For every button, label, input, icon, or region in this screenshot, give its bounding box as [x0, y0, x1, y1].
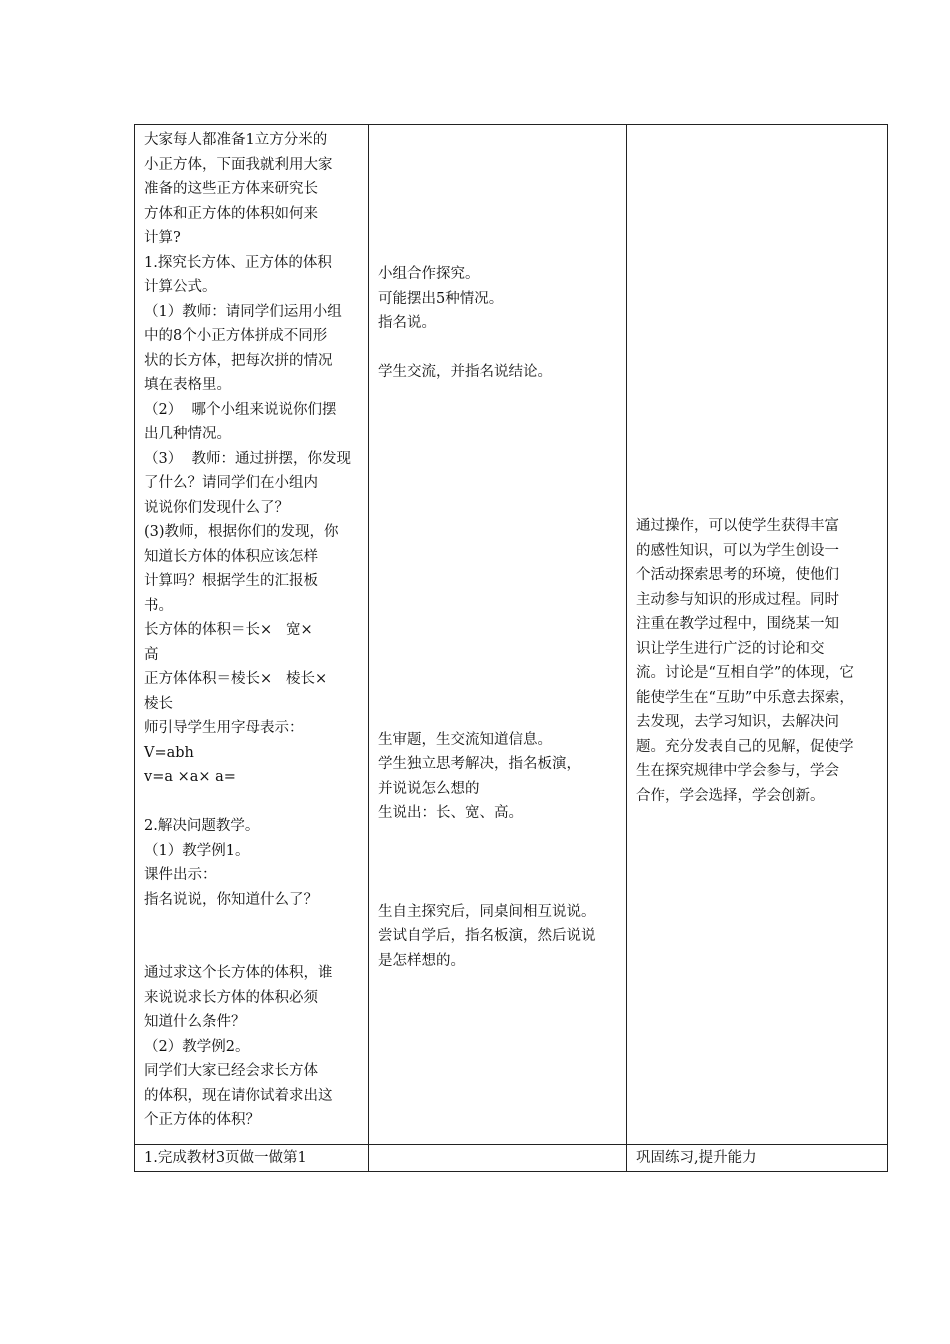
exercise-intent-cell: [627, 1145, 888, 1172]
text-line: 书。: [144, 597, 173, 614]
exercise-student-text: [378, 1146, 619, 1171]
student-activity-group-2: [378, 728, 619, 826]
exercise-intent-text: 巩固练习,提升能力: [636, 1150, 757, 1166]
teacher-activity-text: [135, 125, 368, 1133]
text-line: 小正方体，下面我就利用大家: [144, 156, 333, 173]
text-line: 中的8个小正方体拼成不同形: [144, 328, 328, 344]
text-line: 学生交流，并指名说结论。: [378, 364, 552, 380]
text-line: 生说出：长、宽、高。: [378, 805, 523, 821]
text-line: 计算公式。: [144, 279, 217, 295]
text-line: 正方体体积＝棱长× 棱长×: [144, 671, 328, 687]
student-activity-cell: [369, 125, 627, 1145]
text-line: V=abh: [144, 744, 194, 761]
text-line: （2） 哪个小组来说说你们摆: [144, 401, 337, 418]
text-line: 个活动探索思考的环境，使他们: [636, 567, 839, 583]
text-line: 了什么？请同学们在小组内: [144, 475, 318, 491]
text-line: 题。充分发表自己的见解，促使学: [636, 738, 854, 755]
text-line: 来说说求长方体的体积必须: [144, 989, 318, 1006]
text-line: 2.解决问题教学。: [144, 818, 260, 834]
text-line: 小组合作探究。: [378, 266, 480, 282]
exercise-cell: [135, 1145, 369, 1172]
text-line: 流。讨论是“互相自学”的体现，它: [636, 665, 854, 681]
text-line: 师引导学生用字母表示：: [144, 720, 304, 736]
text-line: 填在表格里。: [144, 377, 231, 393]
text-line: 方体和正方体的体积如何来: [144, 205, 318, 222]
text-line: 知道长方体的体积应该怎样: [144, 548, 318, 565]
teacher-activity-cell: [135, 125, 369, 1145]
text-line: 高: [144, 646, 159, 663]
text-line: 的感性知识，可以为学生创设一: [636, 542, 839, 559]
text-line: 出几种情况。: [144, 426, 231, 442]
text-line: 状的长方体，把每次拼的情况: [144, 352, 333, 369]
design-intent-text: [627, 125, 887, 808]
text-line: 合作，学会选择，学会创新。: [636, 787, 825, 804]
text-line: 生审题，生交流知道信息。: [378, 731, 552, 748]
text-line: v=a ×a× a=: [144, 769, 236, 785]
text-line: 学生独立思考解决，指名板演，: [378, 756, 581, 772]
text-line: 长方体的体积＝长× 宽×: [144, 622, 313, 638]
exercise-text: 1.完成教材3页做一做第1: [144, 1150, 307, 1166]
text-line: 生在探究规律中学会参与，学会: [636, 763, 839, 779]
text-line: 通过求这个长方体的体积，谁: [144, 965, 333, 981]
text-line: [144, 937, 361, 962]
text-line: 识让学生进行广泛的讨论和交: [636, 640, 825, 657]
text-line: 可能摆出5种情况。: [378, 290, 504, 307]
text-line: 准备的这些正方体来研究长: [144, 181, 318, 197]
text-line: 是怎样想的。: [378, 952, 465, 969]
text-line: 注重在教学过程中，围绕某一知: [636, 616, 839, 632]
text-line: 主动参与知识的形成过程。同时: [636, 591, 839, 608]
text-line: 课件出示：: [144, 867, 217, 883]
text-line: [378, 336, 619, 361]
design-intent-cell: [627, 125, 888, 1145]
student-activity-text: [369, 125, 626, 973]
text-line: 尝试自学后，指名板演，然后说说: [378, 928, 596, 944]
text-line: 并说说怎么想的: [378, 780, 480, 797]
text-line: 指名说说，你知道什么了？: [144, 891, 318, 908]
text-line: [144, 790, 361, 815]
table-row: [135, 1145, 888, 1172]
text-line: 大家每人都准备1立方分米的: [144, 132, 328, 148]
table-row: [135, 125, 888, 1145]
text-line: 知道什么条件？: [144, 1014, 246, 1030]
text-line: 1.探究长方体、正方体的体积: [144, 254, 332, 271]
design-intent-paragraph: [636, 514, 880, 808]
text-line: 通过操作，可以使学生获得丰富: [636, 518, 839, 534]
student-activity-group-3: [378, 900, 619, 974]
text-line: （1）教师：请同学们运用小组: [144, 303, 342, 320]
text-line: 指名说。: [378, 315, 436, 331]
text-line: 能使学生在“互助”中乐意去探索，: [636, 689, 854, 706]
text-line: （2）教学例2。: [144, 1038, 250, 1055]
text-line: 同学们大家已经会求长方体: [144, 1063, 318, 1079]
exercise-student-cell: [369, 1145, 627, 1172]
text-line: 说说你们发现什么了？: [144, 499, 289, 516]
lesson-plan-table: [134, 124, 888, 1172]
text-line: 计算吗？根据学生的汇报板: [144, 573, 318, 589]
text-line: 生自主探究后，同桌间相互说说。: [378, 903, 596, 920]
text-line: （1）教学例1。: [144, 842, 250, 859]
text-line: 的体积，现在请你试着求出这: [144, 1087, 333, 1104]
text-line: [144, 912, 361, 937]
text-line: 计算?: [144, 230, 181, 246]
text-line: (3)教师，根据你们的发现，你: [144, 524, 339, 540]
student-activity-group-1: [378, 262, 619, 385]
text-line: （3） 教师：通过拼摆，你发现: [144, 450, 351, 467]
text-line: 棱长: [144, 695, 173, 712]
text-line: 个正方体的体积？: [144, 1112, 260, 1128]
text-line: 去发现，去学习知识，去解决问: [636, 714, 839, 730]
